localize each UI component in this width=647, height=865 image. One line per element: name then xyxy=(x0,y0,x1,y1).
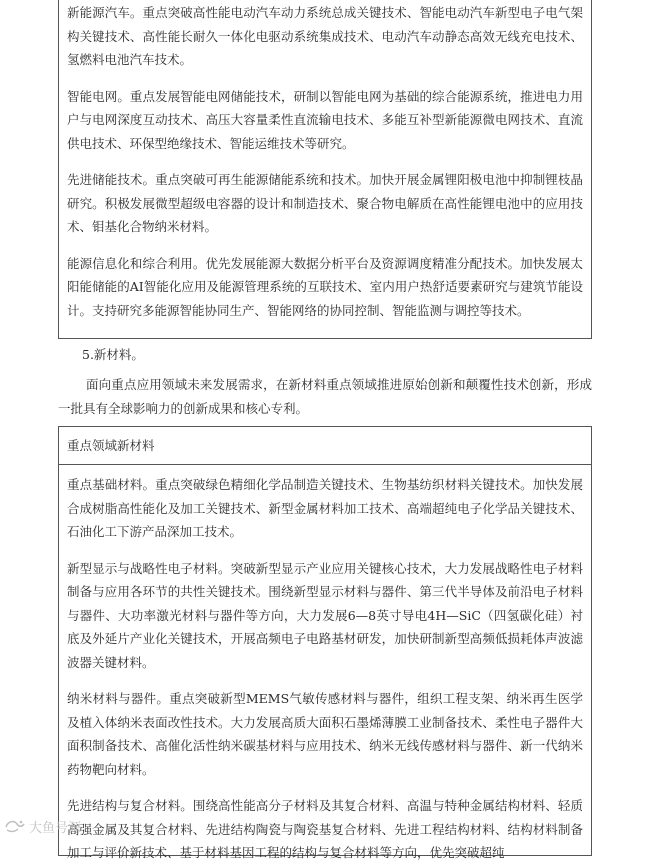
paragraph-advanced-storage: 先进储能技术。重点突破可再生能源储能系统和技术。加快开展金属锂阳极电池中抑制锂枝晶研究。积极发展微型超级电容器的设计和制造技术、聚合物电解质在高性能锂电池中的应用技术、钼基化合物纳米材料。 xyxy=(67,172,583,234)
watermark xyxy=(4,816,81,836)
core-tech-box-energy xyxy=(58,0,592,339)
key-materials-box xyxy=(58,426,592,860)
section-intro: 面向重点应用领域未来发展需求，在新材料重点领域推进原始创新和颠覆性技术创新，形成一批具有全球影响力的创新成果和核心专利。 xyxy=(58,377,592,416)
paragraph-display-electronic-materials: 新型显示与战略性电子材料。突破新型显示产业应用关键核心技术，大力发展战略性电子材料制备与应用各环节的共性关键技术。围绕新型显示材料与器件、第三代半导体及前沿电子材料与器件、大功率激光材料与器件等方向，大力发展6—8英寸导电4H—SiC（四氢碳化硅）衬底及外延片产业化关键技术，开展高频电子电路基材研发，加快研制新型高频低损耗体声波滤波器关键材料。 xyxy=(67,560,583,670)
paragraph-energy-informatization: 能源信息化和综合利用。优先发展能源大数据分析平台及资源调度精准分配技术。加快发展太阳能储能的AI智能化应用及能源管理系统的互联技术、室内用户热舒适要素研究与建筑节能设计。支持研究多能源智能协同生产、智能网络的协同控制、智能监测与调控等技术。 xyxy=(67,255,583,318)
watermark-text: 大鱼号源 xyxy=(29,819,82,835)
watermark-logo-icon xyxy=(4,818,26,834)
paragraph-new-energy-vehicles: 新能源汽车。重点突破高性能电动汽车动力系统总成关键技术、智能电动汽车新型电子电气架构关键技术、高性能长耐久一体化电驱动系统集成技术、电动汽车动静态高效无线充电技术、氢燃料电池汽车技术。 xyxy=(67,5,583,67)
section-heading: 5.新材料。 xyxy=(82,347,144,362)
paragraph-smart-grid: 智能电网。重点发展智能电网储能技术，研制以智能电网为基础的综合能源系统，推进电力用户与电网深度互动技术、高压大容量柔性直流输电技术、多能互补型新能源微电网技术、直流供电技术、环保型绝缘技术、智能运维技术等研究。 xyxy=(67,88,583,151)
paragraph-nanomaterials: 纳米材料与器件。重点突破新型MEMS气敏传感材料与器件，组织工程支架、纳米再生医学及植入体纳米表面改性技术。大力发展高质大面积石墨烯薄膜工业制备技术、柔性电子器件大面积制备技术、高催化活性纳米碳基材料与应用技术、纳米无线传感材料与器件、新一代纳米药物靶向材料。 xyxy=(67,691,583,777)
paragraph-basic-materials: 重点基础材料。重点突破绿色精细化学品制造关键技术、生物基纺织材料关键技术。加快发展合成树脂高性能化及加工关键技术、新型金属材料加工技术、高端超纯电子化学品关键技术、石油化工下游产品深加工技术。 xyxy=(67,477,583,539)
box-header: 重点领域新材料 xyxy=(59,427,591,465)
paragraph-structural-composites: 先进结构与复合材料。围绕高性能高分子材料及其复合材料、高温与特种金属结构材料、轻质高强金属及其复合材料、先进结构陶瓷与陶瓷基复合材料、先进工程结构材料、结构材料制备加工与评价新技术、基于材料基因工程的结构与复合材料等方向，优先突破超纯 xyxy=(67,798,583,860)
